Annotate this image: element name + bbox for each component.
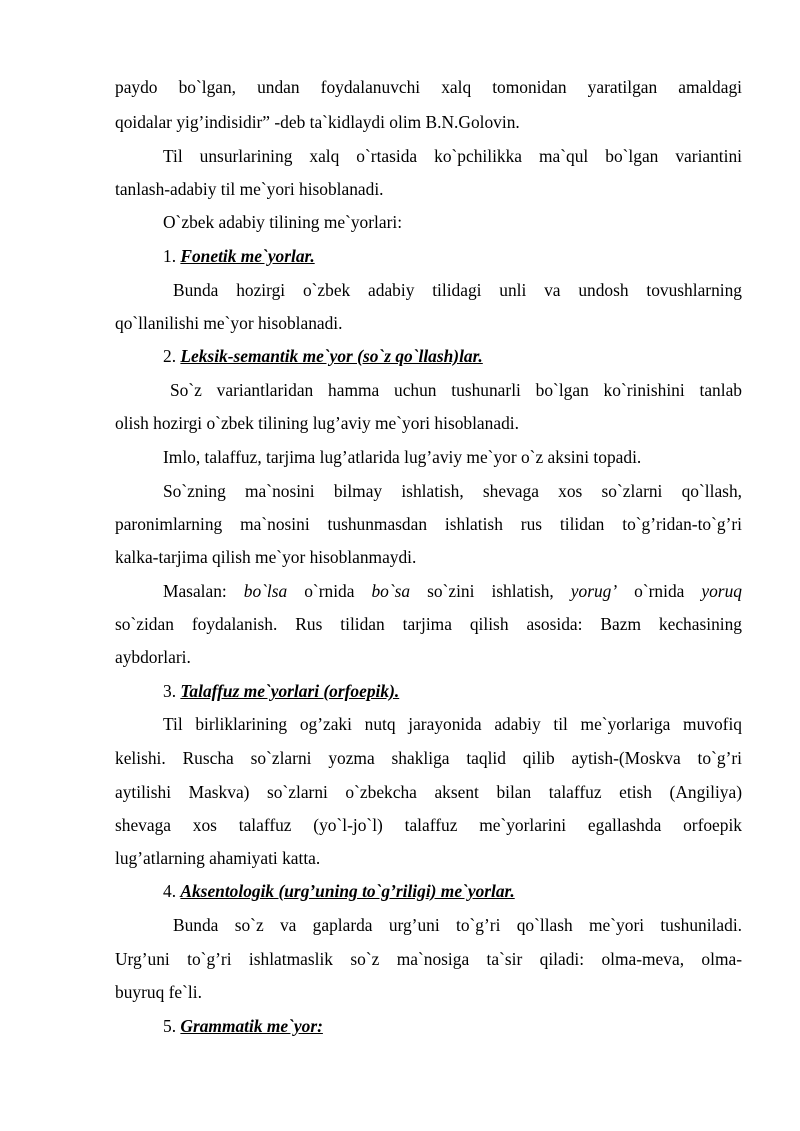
- example-text-2: so`zini ishlatish,: [427, 581, 554, 601]
- section-2-p3-line-1: So`zning ma`nosini bilmay ishlatish, shevaga xos so`zlarni qo`llash,: [163, 481, 742, 501]
- example-word-3: yorug’: [570, 581, 618, 601]
- section-2-p3-line-3: kalka-tarjima qilish me`yor hisoblanmaydi.: [115, 547, 417, 567]
- section-2-heading: Leksik-semantik me`yor (so`z qo`llash)lar.: [180, 346, 483, 366]
- section-1-number: 1.: [163, 246, 181, 266]
- example-line-3: aybdorlari.: [115, 647, 191, 667]
- section-1-line-2: qo`llanilishi me`yor hisoblanadi.: [115, 313, 343, 333]
- section-5-heading-line: [163, 1015, 742, 1037]
- example-label: Masalan:: [163, 581, 227, 601]
- section-2-number: 2.: [163, 346, 181, 366]
- section-3-line-1: Til birliklarining og’zaki nutq jarayonida adabiy til me`yorlariga muvofiq: [163, 714, 742, 734]
- norms-intro: O`zbek adabiy tilining me`yorlari:: [163, 212, 403, 232]
- section-2-p1-line-2: olish hozirgi o`zbek tilining lug’aviy me`yori hisoblanadi.: [115, 413, 519, 433]
- section-1-heading: Fonetik me`yorlar.: [180, 246, 315, 266]
- section-3-line-5: lug’atlarning ahamiyati katta.: [115, 848, 321, 868]
- section-3-heading-line: [163, 680, 742, 702]
- section-2-p2: Imlo, talaffuz, tarjima lug’atlarida lug’aviy me`yor o`z aksini topadi.: [163, 447, 642, 467]
- definition-line-1: Til unsurlarining xalq o`rtasida ko`pchilikka ma`qul bo`lgan variantini: [163, 146, 742, 166]
- section-3-heading: Talaffuz me`yorlari (orfoepik).: [180, 681, 400, 701]
- intro-line-2: qoidalar yig’indisidir” -deb ta`kidlaydi olim B.N.Golovin.: [115, 112, 520, 132]
- example-text-3: o`rnida: [634, 581, 685, 601]
- example-line-1: [163, 580, 742, 602]
- example-word-4: yoruq: [701, 581, 742, 601]
- definition-line-2: tanlash-adabiy til me`yori hisoblanadi.: [115, 179, 384, 199]
- section-4-heading-line: [163, 880, 742, 902]
- section-2-heading-line: [163, 345, 742, 367]
- section-4-line-2: Urg’uni to`g’ri ishlatmaslik so`z ma`nosiga ta`sir qiladi: olma-meva, olma-: [115, 949, 742, 969]
- section-4-line-3: buyruq fe`li.: [115, 982, 202, 1002]
- section-2-p3-line-2: paronimlarning ma`nosini tushunmasdan ishlatish rus tilidan to`g’ridan-to`g’ri: [115, 514, 742, 534]
- section-4-number: 4.: [163, 881, 181, 901]
- example-line-2: so`zidan foydalanish. Rus tilidan tarjima qilish asosida: Bazm kechasining: [115, 614, 742, 634]
- section-1-heading-line: [163, 245, 742, 267]
- section-2-p1-line-1: So`z variantlaridan hamma uchun tushunarli bo`lgan ko`rinishini tanlab: [170, 380, 742, 400]
- example-text-1: o`rnida: [304, 581, 355, 601]
- example-word-1: bo`lsa: [243, 581, 288, 601]
- section-5-number: 5.: [163, 1016, 181, 1036]
- section-5-heading: Grammatik me`yor:: [180, 1016, 323, 1036]
- section-3-line-2: kelishi. Ruscha so`zlarni yozma shakliga taqlid qilib aytish-(Moskva to`g’ri: [115, 748, 742, 768]
- section-4-heading: Aksentologik (urg’uning to`g’riligi) me`yorlar.: [180, 881, 515, 901]
- section-1-line-1: Bunda hozirgi o`zbek adabiy tilidagi unli va undosh tovushlarning: [173, 280, 742, 300]
- section-3-line-3: aytilishi Maskva) so`zlarni o`zbekcha aksent bilan talaffuz etish (Angiliya): [115, 782, 742, 802]
- intro-line-1: paydo bo`lgan, undan foydalanuvchi xalq tomonidan yaratilgan amaldagi: [115, 77, 742, 97]
- section-3-line-4: shevaga xos talaffuz (yo`l-jo`l) talaffuz me`yorlarini egallashda orfoepik: [115, 815, 742, 835]
- section-4-line-1: Bunda so`z va gaplarda urg’uni to`g’ri qo`llash me`yori tushuniladi.: [173, 915, 742, 935]
- example-word-2: bo`sa: [371, 581, 411, 601]
- section-3-number: 3.: [163, 681, 181, 701]
